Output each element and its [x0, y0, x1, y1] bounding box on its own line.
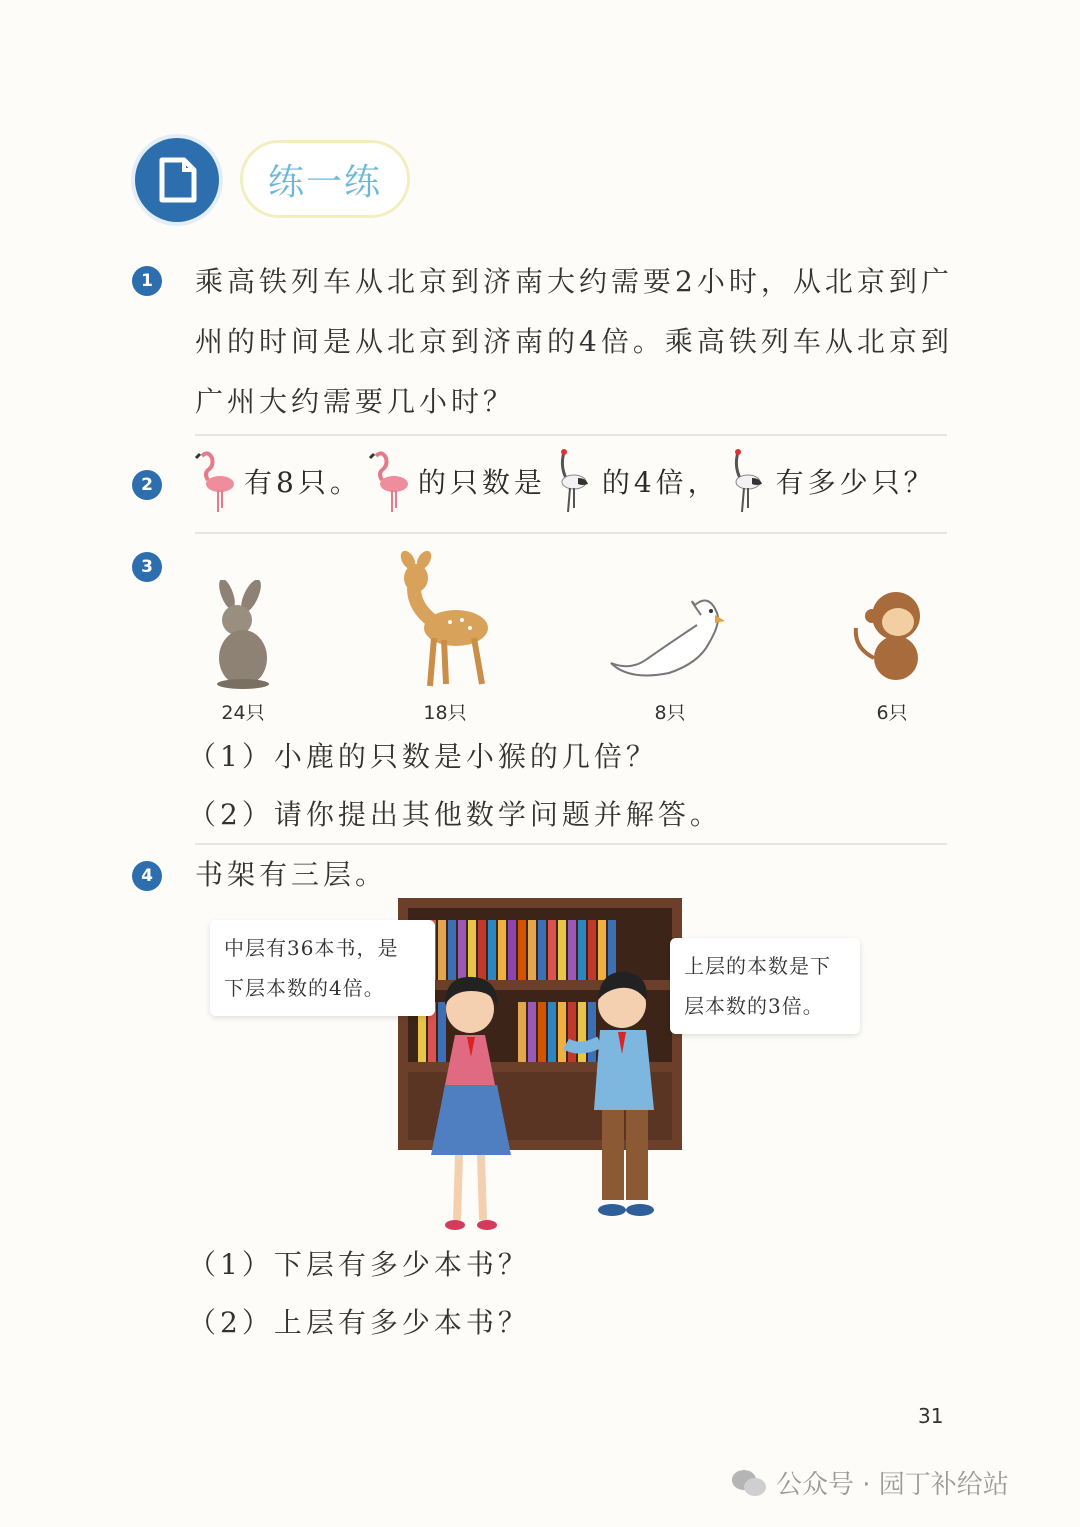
flamingo-icon	[366, 448, 414, 514]
question-2-text	[192, 446, 940, 516]
animal-count: 6只	[876, 702, 908, 724]
bubble-line: 下层本数的4倍。	[224, 976, 385, 1000]
question-1-line: 州的时间是从北京到济南的4倍。乘高铁列车从北京到	[195, 325, 953, 358]
question-1-text	[195, 252, 953, 432]
document-icon	[135, 138, 219, 222]
question-3-sub2: （2）请你提出其他数学问题并解答。	[188, 798, 722, 831]
question-4-text: 书架有三层。	[195, 858, 388, 891]
speech-bubble-right	[670, 938, 860, 1034]
question-2-part4: 有多少只？	[775, 466, 936, 499]
crane-icon	[550, 448, 598, 514]
question-number-2: 2	[132, 470, 162, 500]
bubble-line: 上层的本数是下	[684, 954, 831, 978]
rabbit-icon	[205, 580, 280, 690]
question-number-3: 3	[132, 552, 162, 582]
question-1-line: 广州大约需要几小时？	[195, 385, 516, 418]
question-3-sub1: （1）小鹿的只数是小猴的几倍？	[188, 740, 658, 773]
question-1-line: 乘高铁列车从北京到济南大约需要2小时，从北京到广	[195, 265, 953, 298]
question-4-sub1: （1）下层有多少本书？	[188, 1248, 530, 1281]
boy-illustration	[560, 970, 680, 1232]
question-number-4: 4	[132, 861, 162, 891]
swan-icon	[605, 595, 730, 685]
animal-count: 18只	[423, 702, 467, 724]
watermark-text: 公众号 · 园丁补给站	[776, 1470, 1009, 1500]
crane-icon	[724, 448, 772, 514]
bubble-line: 层本数的3倍。	[684, 994, 824, 1018]
question-2-part1: 有8只。	[244, 466, 362, 499]
question-number-1: 1	[132, 266, 162, 296]
section-badge	[135, 138, 219, 222]
flamingo-icon	[192, 448, 240, 514]
speech-bubble-left	[210, 920, 435, 1016]
watermark	[730, 1464, 1009, 1501]
question-4-sub2: （2）上层有多少本书？	[188, 1306, 530, 1339]
divider	[195, 532, 947, 534]
question-2-part3: 的4倍，	[601, 466, 720, 499]
divider	[195, 434, 947, 436]
animal-count: 8只	[654, 702, 686, 724]
bubble-line: 中层有36本书，是	[224, 936, 399, 960]
section-title: 练一练	[240, 140, 410, 218]
question-2-part2: 的只数是	[417, 466, 546, 499]
animal-count: 24只	[221, 702, 265, 724]
wechat-icon	[730, 1468, 768, 1498]
deer-icon	[390, 550, 500, 690]
page-number: 31	[918, 1404, 944, 1428]
monkey-icon	[850, 588, 935, 683]
